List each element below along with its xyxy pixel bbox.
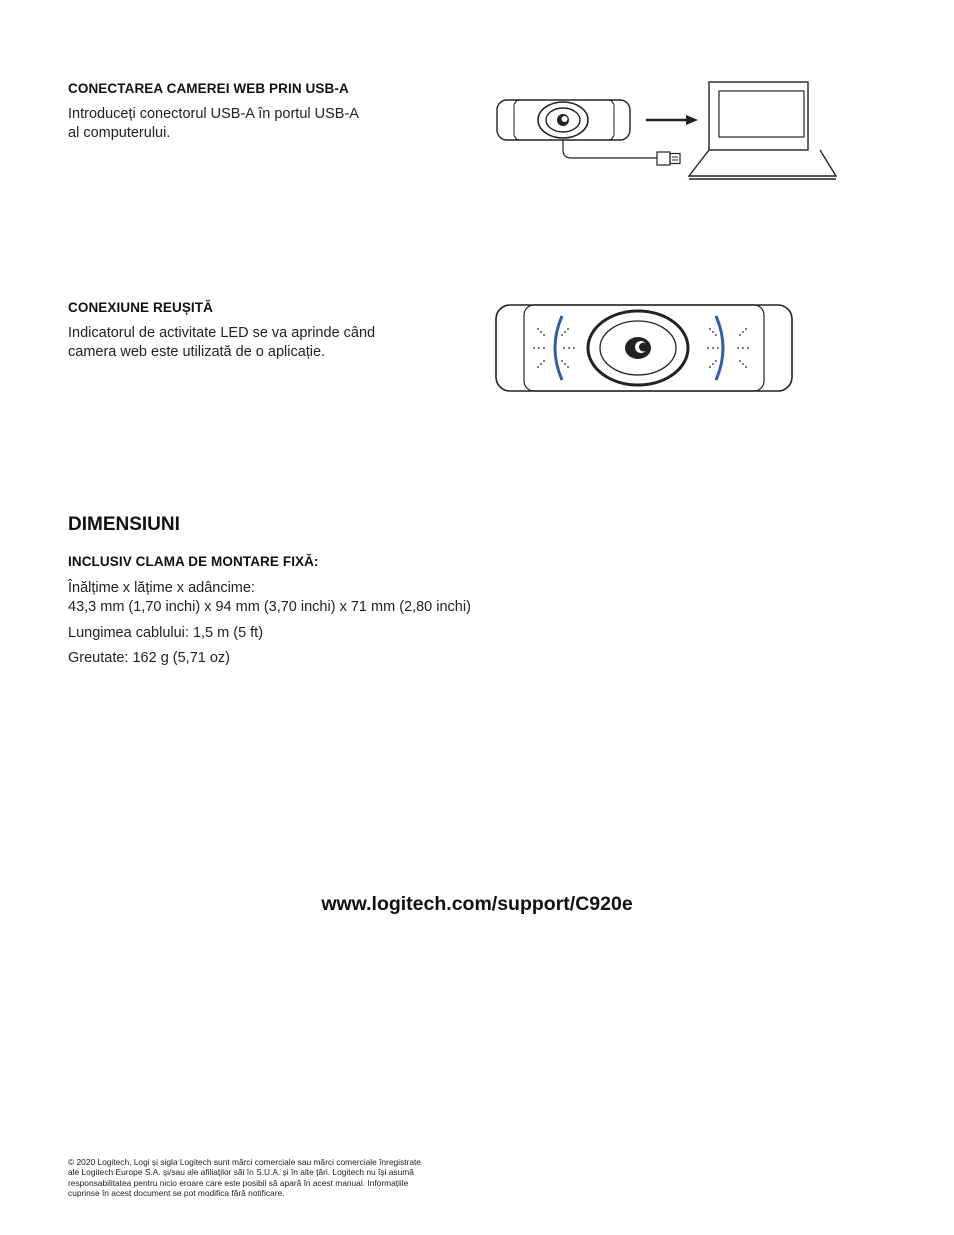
connection-success-description: Indicatorul de activitate LED se va aprinde când camera web este utilizată de o aplicație. [68, 325, 376, 360]
dimensions-title: DIMENSIUNI [68, 514, 180, 535]
led-indicator-left-icon [555, 316, 562, 380]
legal-footer: © 2020 Logitech, Logi și sigla Logitech sunt mărci comerciale sau mărci comerciale înregistrate ale Logitech Europe S.A. și/sau ale afiliaților săi în S.U.A. și în alte țări. Logitech nu își asumă responsabilitatea pentru nicio eroare care este posibil să apară în acest manual. Informațiile cuprinse în acest document se pot modifica fără notificare. [68, 1157, 421, 1199]
dimensions-subheading: INCLUSIV CLAMA DE MONTARE FIXĂ: [68, 554, 319, 569]
weight: Greutate: 162 g (5,71 oz) [68, 650, 231, 666]
webcam-led-illustration [494, 303, 794, 393]
usb-connection-heading: CONECTAREA CAMEREI WEB PRIN USB-A [68, 81, 349, 96]
led-indicator-right-icon [716, 316, 723, 380]
support-url-link[interactable]: www.logitech.com/support/C920e [321, 893, 633, 915]
connection-success-heading: CONEXIUNE REUȘITĂ [68, 300, 213, 315]
dimensions-size-label: Înălțime x lățime x adâncime: [68, 580, 255, 596]
dimensions-size-value: 43,3 mm (1,70 inchi) x 94 mm (3,70 inchi) x 71 mm (2,80 inchi) [68, 599, 471, 615]
laptop-icon [709, 82, 808, 150]
cable-length: Lungimea cablului: 1,5 m (5 ft) [68, 625, 264, 641]
usb-connection-description: Introduceți conectorul USB-A în portul USB-A al computerului. [68, 106, 359, 141]
webcam-to-laptop-illustration [490, 78, 840, 182]
